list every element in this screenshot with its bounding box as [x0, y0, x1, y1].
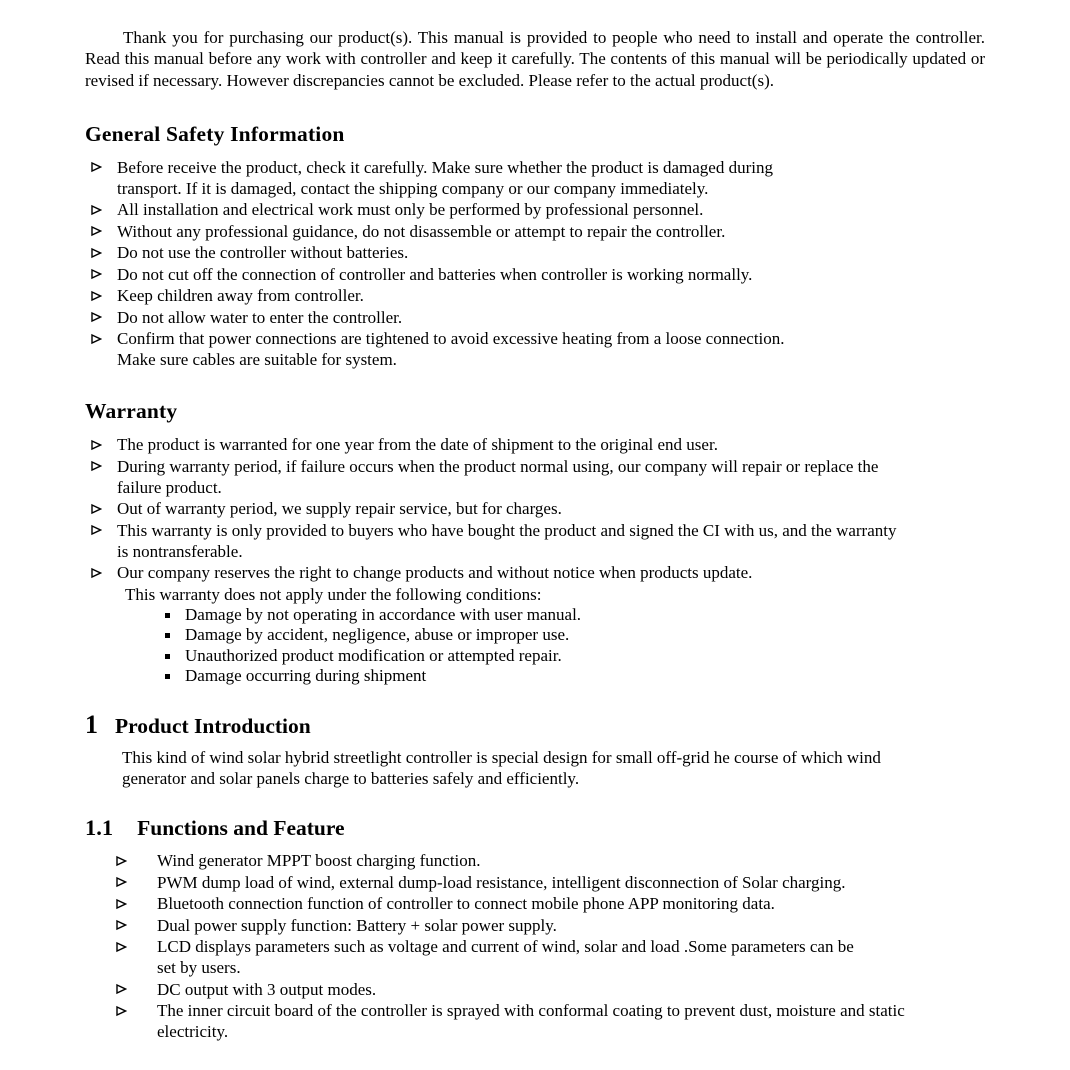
arrowhead-bullet-icon [110, 936, 157, 978]
arrowhead-bullet-icon [110, 1000, 157, 1042]
section-title-warranty: Warranty [85, 399, 178, 424]
arrowhead-bullet-icon [85, 157, 117, 199]
list-item-text: Do not use the controller without batteries. [117, 243, 409, 263]
list-item-text: Dual power supply function: Battery + solar power supply. [157, 915, 557, 935]
list-item-text: DC output with 3 output modes. [157, 979, 377, 999]
arrowhead-bullet-icon [85, 434, 117, 455]
list-item-text: Wind generator MPPT boost charging function. [157, 851, 481, 871]
section-number: 1 [85, 709, 98, 739]
arrowhead-bullet-icon [85, 242, 117, 263]
warranty-conditions-list [85, 605, 985, 687]
functions-list [85, 850, 985, 1042]
list-item [85, 157, 985, 199]
sub-list-item [165, 666, 985, 687]
section-heading-product-introduction [85, 710, 985, 740]
arrowhead-bullet-icon [85, 456, 117, 498]
list-item-text: The product is warranted for one year from the date of shipment to the original end user. [117, 435, 718, 455]
list-item-text: Without any professional guidance, do not disassemble or attempt to repair the controller. [117, 221, 726, 241]
list-item [85, 456, 985, 498]
list-item [85, 893, 985, 914]
intro-paragraph: Thank you for purchasing our product(s). This manual is provided to people who need to install and operate the controller. Read this manual before any work with controller and keep it carefully. The contents of this manual will be periodically updated or revised if necessary. However discrepancies cannot be excluded. Please refer to the actual product(s). [85, 28, 985, 90]
sub-list-item-text: Unauthorized product modification or attempted repair. [185, 645, 562, 665]
list-item [85, 264, 985, 285]
section-title: Product Introduction [115, 713, 311, 738]
arrowhead-bullet-icon [85, 498, 117, 519]
warranty-list [85, 434, 985, 687]
list-item [85, 328, 985, 370]
list-item-text: Out of warranty period, we supply repair service, but for charges. [117, 499, 562, 519]
arrowhead-bullet-icon [110, 872, 157, 893]
list-item [85, 1000, 985, 1042]
arrowhead-bullet-icon [85, 520, 117, 562]
arrowhead-bullet-icon [85, 264, 117, 285]
list-item-text: LCD displays parameters such as voltage and current of wind, solar and load .Some parameters can be set by users. [157, 937, 854, 978]
list-item-text: Confirm that power connections are tightened to avoid excessive heating from a loose connection. Make sure cables are suitable for system. [117, 329, 785, 370]
arrowhead-bullet-icon [110, 893, 157, 914]
list-item [85, 434, 985, 455]
list-item-text: The inner circuit board of the controller is sprayed with conformal coating to prevent dust, moisture and static electricity. [157, 1001, 905, 1042]
section-title-general-safety: General Safety Information [85, 121, 345, 146]
list-item-text: Our company reserves the right to change products and without notice when products update. [117, 563, 753, 583]
sub-list-item-text: Damage by not operating in accordance with user manual. [185, 604, 582, 624]
product-introduction-body: This kind of wind solar hybrid streetlight controller is special design for small off-grid he course of which wind generator and solar panels charge to batteries safely and efficiently. [122, 747, 881, 789]
list-item-text: Do not cut off the connection of controller and batteries when controller is working normally. [117, 264, 753, 284]
arrowhead-bullet-icon [85, 199, 117, 220]
list-item [85, 562, 985, 583]
arrowhead-bullet-icon [85, 221, 117, 242]
sub-list-item [165, 646, 985, 667]
square-bullet-icon [165, 605, 185, 626]
list-item-text: PWM dump load of wind, external dump-load resistance, intelligent disconnection of Solar charging. [157, 872, 846, 892]
section-heading-functions-and-feature [85, 815, 985, 841]
list-item [85, 520, 985, 562]
arrowhead-bullet-icon [85, 307, 117, 328]
square-bullet-icon [165, 666, 185, 687]
sub-list-item-text: Damage by accident, negligence, abuse or improper use. [185, 625, 570, 645]
list-item [85, 850, 985, 871]
arrowhead-bullet-icon [85, 562, 117, 583]
list-item-text: Keep children away from controller. [117, 286, 364, 306]
square-bullet-icon [165, 646, 185, 667]
list-item [85, 199, 985, 220]
list-item-text: During warranty period, if failure occurs when the product normal using, our company will repair or replace the failure product. [117, 456, 879, 497]
arrowhead-bullet-icon [110, 850, 157, 871]
arrowhead-bullet-icon [110, 915, 157, 936]
list-item [85, 936, 985, 978]
list-item [85, 872, 985, 893]
section-title: Functions and Feature [137, 816, 345, 841]
safety-list [85, 157, 985, 371]
list-item [85, 221, 985, 242]
list-item [85, 242, 985, 263]
sub-list-item-text: Damage occurring during shipment [185, 666, 427, 686]
warranty-conditions-intro: This warranty does not apply under the following conditions: [125, 584, 542, 604]
list-item-text: Do not allow water to enter the controller. [117, 307, 403, 327]
list-item-text: Bluetooth connection function of controller to connect mobile phone APP monitoring data. [157, 894, 775, 914]
list-item [85, 498, 985, 519]
list-item [85, 307, 985, 328]
arrowhead-bullet-icon [85, 328, 117, 370]
arrowhead-bullet-icon [85, 285, 117, 306]
arrowhead-bullet-icon [110, 979, 157, 1000]
list-item-text: All installation and electrical work must only be performed by professional personnel. [117, 200, 704, 220]
list-item [85, 979, 985, 1000]
square-bullet-icon [165, 625, 185, 646]
list-item [85, 915, 985, 936]
list-item-text: Before receive the product, check it carefully. Make sure whether the product is damaged during transport. If it is damaged, contact the shipping company or our company immediately. [117, 157, 773, 198]
list-item [85, 285, 985, 306]
list-item-text: This warranty is only provided to buyers who have bought the product and signed the CI with us, and the warranty is nontransferable. [117, 520, 897, 561]
section-number: 1.1 [85, 815, 114, 841]
sub-list-item [165, 625, 985, 646]
sub-list-item [165, 605, 985, 626]
